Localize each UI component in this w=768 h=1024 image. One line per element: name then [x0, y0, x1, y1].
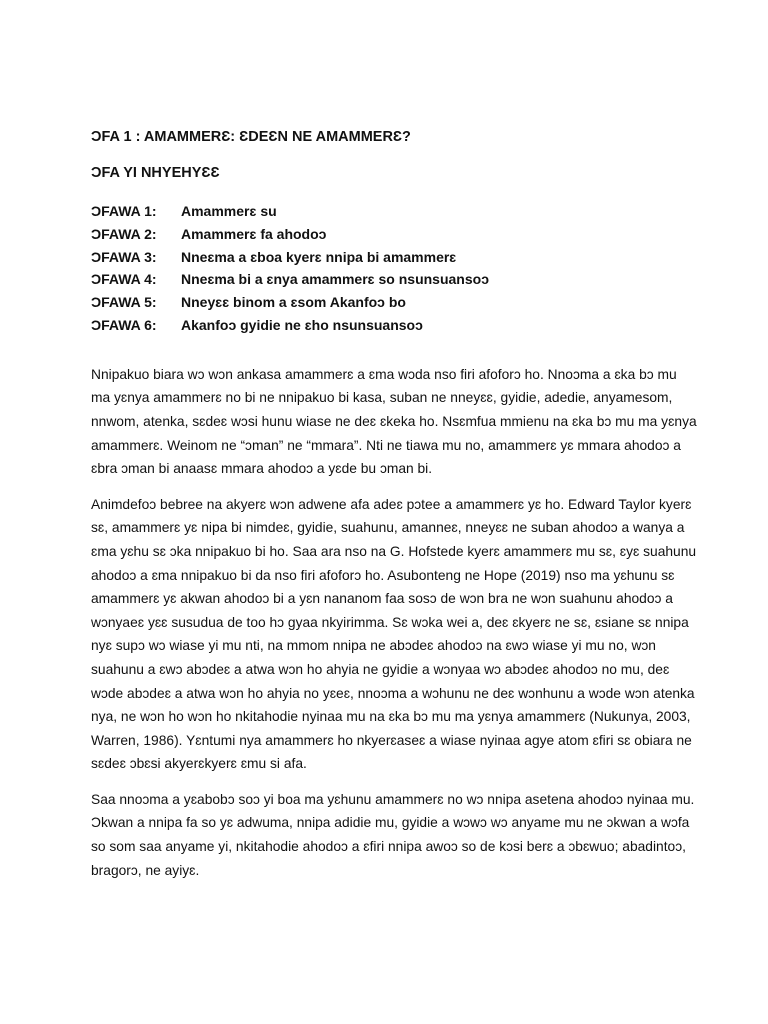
body-paragraph: Saa nnoɔma a yɛabobɔ soɔ yi boa ma yɛhunu amammerɛ no wɔ nnipa asetena ahodoɔ nyinaa mu. Ɔkwan a nnipa fa so yɛ adwuma, nnipa adidie mu, gyidie a wɔwɔ wɔ anyame mu ne ɔkwan a wɔfa so som saa anyame yi, nkitahodie ahodoɔ a ɛfiri nnipa awoɔ so de kɔsi berɛ a ɔbɛwuo; abadintoɔ, bragorɔ, ne ayiyɛ.: [91, 791, 695, 878]
objective-number: ƆFAWA 3:: [91, 248, 157, 265]
objective-text: Akanfoɔ gyidie ne ɛho nsunsuansoɔ: [181, 316, 423, 333]
objective-item: [91, 314, 698, 337]
body-paragraph: Nnipakuo biara wɔ wɔn ankasa amammerɛ a ɛma wɔda nso firi afoforɔ ho. Nnoɔma a ɛka bɔ mu ma yɛnya amammerɛ no bi ne nnipakuo bi kasa, suban ne nneyɛɛ, gyidie, adedie, anyamesom, nnwom, atenka, sɛdeɛ wɔsi hunu wiase ne deɛ ɛkeka ho. Nsɛmfua mmienu na ɛka bɔ mu ma yɛnya amammerɛ. Weinom ne “ɔman” ne “mmara”. Nti ne tiawa mu no, amammerɛ yɛ mmara ahodoɔ a ɛbra ɔman bi anaasɛ mmara ahodoɔ a yɛde bu ɔman bi.: [91, 366, 697, 477]
objective-text: Nneɛma a ɛboa kyerɛ nnipa bi amammerɛ: [181, 248, 457, 265]
objective-item: [91, 291, 698, 314]
objective-item: [91, 200, 698, 223]
objective-number: ƆFAWA 4:: [91, 271, 157, 288]
objective-item: [91, 268, 698, 291]
objectives-list: [91, 200, 698, 337]
objective-number: ƆFAWA 6:: [91, 316, 157, 333]
objective-item: [91, 223, 698, 246]
objective-text: Nneyɛɛ binom a ɛsom Akanfoɔ bo: [181, 294, 406, 311]
objectives-heading: ƆFA YI NHYEHYƐƐ: [91, 165, 220, 181]
objective-item: [91, 246, 698, 269]
objective-number: ƆFAWA 5:: [91, 294, 157, 311]
chapter-heading: ƆFA 1 : AMAMMERƐ: ƐDEƐN NE AMAMMERƐ?: [91, 129, 411, 145]
body-paragraph: Animdefoɔ bebree na akyerɛ wɔn adwene afa adeɛ pɔtee a amammerɛ yɛ ho. Edward Taylor kyerɛ sɛ, amammerɛ yɛ nipa bi nimdeɛ, gyidie, suahunu, amanneɛ, nneyɛɛ ne suban ahodoɔ a wanya a ɛma yɛhu sɛ ɔka nnipakuo bi ho. Saa ara nso na G. Hofstede kyerɛ amammerɛ mu sɛ, ɛyɛ suahunu ahodoɔ a ɛma nnipakuo bi da nso firi afoforɔ ho. Asubonteng ne Hope (2019) nso ma yɛhunu sɛ amammerɛ yɛ akwan ahodoɔ bi a yɛn nananom faa sosɔ de wɔn bra ne wɔn suahunu ahodoɔ a wɔnyaeɛ yɛɛ susudua de too hɔ gyaa nkyirimma. Sɛ wɔka wei a, deɛ ɛkyerɛ ne sɛ, ɛsiane sɛ nnipa nyɛ supɔ wɔ wiase yi mu nti, na mmom nnipa ne abɔdeɛ ahodoɔ na ɛwɔ wiase yi mu no, wɔn suahunu a ɛwɔ abɔdeɛ a atwa wɔn ho ahyia ne gyidie a wɔnyaa wɔ abɔdeɛ ahodoɔ no mu, deɛ wɔde abɔdeɛ a atwa wɔn ho ahyia no yɛeɛ, nnoɔma a wɔhunu ne deɛ wɔnhunu a wɔde wɔn atenka nya, ne wɔn ho wɔn ho nkitahodie nyinaa mu na ɛka bɔ mu ma yɛnya amammerɛ (Nukunya, 2003, Warren, 1986). Yɛntumi nya amammerɛ ho nkyerɛaseɛ a wiase nyinaa agye atom ɛfiri sɛ obiara ne sɛdeɛ ɔbɛsi akyerɛkyerɛ ɛmu si afa.: [91, 496, 697, 772]
objective-number: ƆFAWA 1:: [91, 203, 157, 219]
objective-text: Nneɛma bi a ɛnya amammerɛ so nsunsuansoɔ: [181, 271, 489, 288]
objective-number: ƆFAWA 2:: [91, 225, 157, 242]
objective-text: Amammerɛ fa ahodoɔ: [181, 225, 327, 242]
objective-text: Amammerɛ su: [181, 203, 277, 219]
